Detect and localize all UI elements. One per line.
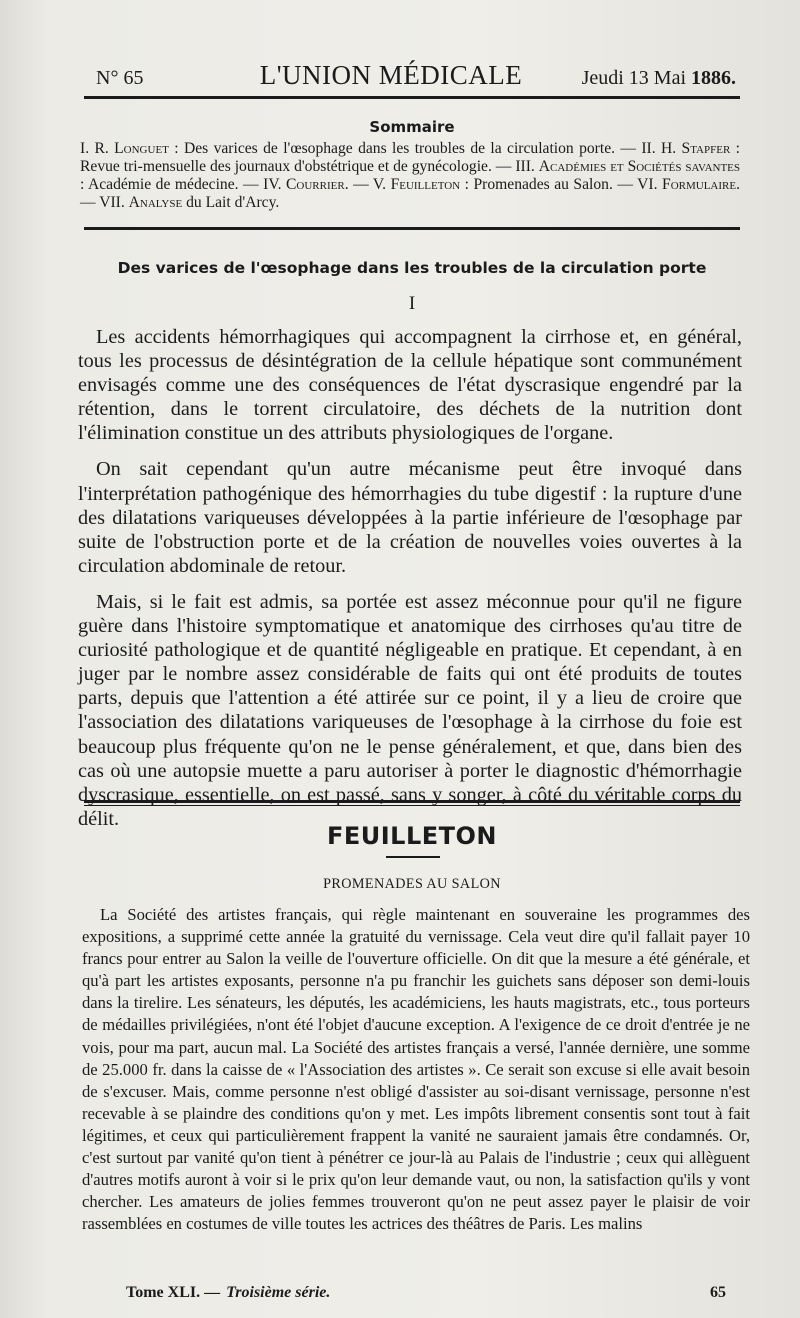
feuilleton-underline bbox=[386, 856, 440, 858]
footer-volume: Tome XLI. — bbox=[126, 1284, 221, 1301]
sommaire-item-7: du Lait d'Arcy. bbox=[182, 194, 280, 211]
sommaire-label-6: Formulaire bbox=[662, 176, 737, 193]
feuilleton-separator bbox=[84, 800, 740, 806]
issue-date-day: Jeudi 13 Mai bbox=[581, 67, 686, 89]
feuilleton-paragraph: La Société des artistes français, qui règle maintenant en souveraine les programmes des expositions, a supprimé cette année la gratuité du vernissage. Cela veut dire qu'il fallait payer 10 francs pour entrer au Salon la veille de l'ouverture officielle. On dit que la mesure a été générale, et qu'à part les artistes exposants, personne n'a pu franchir les guichets sans déposer son demi-louis dans la tirelire. Les sénateurs, les députés, les académiciens, les hauts magistrats, etc., tous porteurs de médailles privilégiées, n'ont été l'objet d'aucune exception. A l'exigence de ce droit d'entrée je ne vois, pour ma part, aucun mal. La Société des artistes français a versé, l'année dernière, une somme de 25.000 fr. dans la caisse de « l'Association des artistes ». Ce serait son excuse si elle avait besoin de s'excuser. Mais, comme personne n'est obligé d'assister au soi-disant vernissage, personne n'est recevable à se plaindre des conditions qu'on y met. Les impôts librement consentis sont tout à fait légitimes, et ceux qui particulièrement frappent la vanité ne sauraient jamais être condamnés. Or, c'est surtout par vanité qu'on tient à pénétrer ce jour-là au Palais de l'industrie ; ceux qui allèguent d'autres motifs auront à voir si le prix qu'on leur demande vaut, ou non, la satisfaction qu'ils y vont chercher. Les amateurs de jolies femmes trouveront qu'on ne peut assez payer le plaisir de voir rassemblées en costumes de ville toutes les actrices des théâtres de Paris. Les malins bbox=[82, 905, 750, 1234]
article-paragraph: Les accidents hémorrhagiques qui accompagnent la cirrhose et, en général, tous les processus de désintégration de la cellule hépatique sont communément envisagés comme une des conséquences de l'état dyscrasique engendré par la rétention, dans le torrent circulatoire, des déchets de la nutrition dont l'élimination constitue un des attributs physiologiques de l'organe. bbox=[78, 326, 742, 445]
article-paragraph: On sait cependant qu'un autre mécanisme peut être invoqué dans l'interprétation pathogénique des hémorrhagies du tube digestif : la rupture d'une des dilatations variqueuses développées à la partie inférieure de l'œsophage par suite de l'obstruction porte et de la création de nouvelles voies ouvertes à la circulation abdominale de retour. bbox=[78, 458, 742, 577]
page-header bbox=[96, 60, 736, 94]
sommaire-item-4: . — V. bbox=[344, 176, 391, 193]
sommaire-item-6: . — VII. bbox=[80, 176, 740, 211]
sommaire-label-4: Courrier bbox=[286, 176, 345, 193]
sommaire-item-1: : Des varices de l'œsophage dans les troubles de la circulation porte. — II. bbox=[168, 140, 662, 157]
feuilleton-subtitle: PROMENADES AU SALON bbox=[323, 876, 501, 892]
page-footer bbox=[126, 1284, 726, 1308]
feuilleton-title: FEUILLETON bbox=[326, 822, 498, 850]
sommaire-title: Sommaire bbox=[369, 118, 455, 136]
sommaire-label-5: Feuilleton bbox=[390, 176, 461, 193]
sommaire-label-3: Académies et Sociétés savantes bbox=[538, 158, 741, 175]
journal-title: L'UNION MÉDICALE bbox=[259, 60, 523, 90]
article-paragraph: Mais, si le fait est admis, sa portée est assez méconnue pour qu'il ne figure guère dans l'histoire symptomatique et anatomique des cirrhoses qu'au titre de curiosité pathologique et de quantité négligeable en pratique. Et cependant, à en juger par le nombre assez considérable de faits qui ont été produits de toutes parts, depuis que l'attention a été attirée sur ce point, il y a lieu de croire que l'association des dilatations variqueuses de l'œsophage à la cirrhose du foie est beaucoup plus fréquente qu'on ne le pense généralement, et que, dans bien des cas où une autopsie muette a paru autoriser à porter le diagnostic d'hémorrhagie dyscrasique, essentielle, on est passé, sans y songer, à côté du véritable corps du délit. bbox=[78, 590, 742, 830]
sommaire-author-2: H. Stapfer bbox=[661, 140, 731, 157]
issue-date bbox=[566, 67, 736, 90]
page-number: 65 bbox=[710, 1284, 726, 1301]
sommaire-item-3: : Académie de médecine. — IV. bbox=[80, 176, 286, 193]
sommaire-num: I. bbox=[80, 140, 90, 157]
sommaire-author-1: R. Longuet bbox=[94, 140, 169, 157]
sommaire-label-7: Analyse bbox=[128, 194, 183, 211]
sommaire-item-2: : Revue tri-mensuelle des journaux d'obstétrique et de gynécologie. — III. bbox=[80, 140, 740, 175]
sommaire-item-5: : Promenades au Salon. — VI. bbox=[460, 176, 663, 193]
sommaire-text bbox=[80, 140, 740, 212]
section-number: I bbox=[408, 293, 416, 314]
article-body bbox=[78, 325, 742, 843]
issue-number: N° 65 bbox=[96, 67, 144, 89]
issue-year: 1886. bbox=[691, 67, 736, 89]
header-rule bbox=[84, 96, 740, 99]
article-title: Des varices de l'œsophage dans les troubles de la circulation porte bbox=[117, 259, 707, 277]
feuilleton-body bbox=[82, 904, 750, 1235]
footer-series: Troisième série. bbox=[226, 1284, 331, 1301]
sommaire-rule bbox=[84, 227, 740, 230]
